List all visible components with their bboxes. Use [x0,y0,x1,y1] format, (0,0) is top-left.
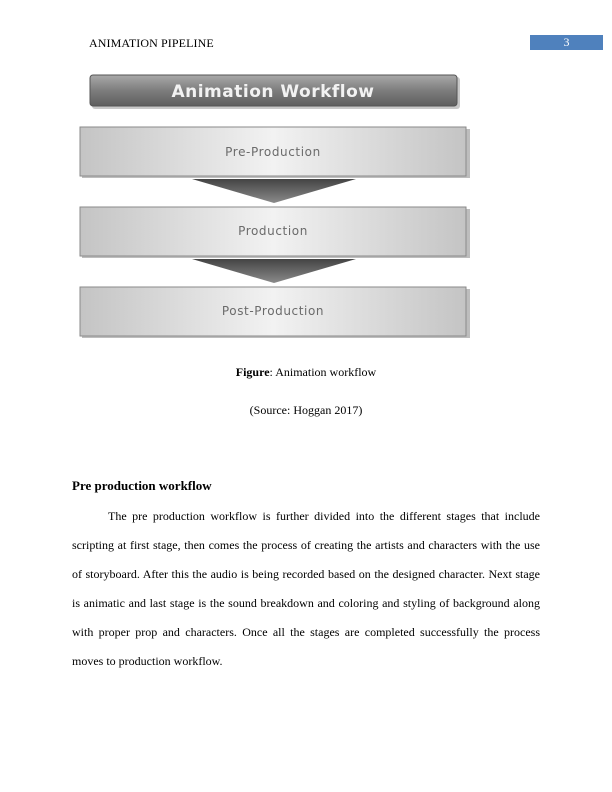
down-arrow-icon [192,259,356,283]
caption-text: : Animation workflow [269,365,377,379]
stage-label-post-production: Post-Production [221,304,325,318]
running-header: ANIMATION PIPELINE [89,36,214,50]
figure-caption [0,365,612,380]
page-number-badge: 3 [530,35,603,50]
caption-label: Figure [235,365,270,379]
stage-label-production: Production [238,224,308,238]
banner-title: Animation Workflow [171,82,375,102]
body-paragraph: The pre production workflow is further divided into the different stages that include scripting at first stage, then comes the process of creating the artists and characters with the use of storyboard. After this the audio is being recorded based on the designed character. Next stage is animatic and last stage is the sound breakdown and coloring and styling of background along with proper prop and characters. Once all the stages are completed successfully the process moves to production workflow. [72,509,540,668]
stage-label-pre-production: Pre-Production [225,145,321,159]
workflow-diagram [76,72,472,344]
figure-source: (Source: Hoggan 2017) [249,403,363,417]
section-heading: Pre production workflow [72,478,212,493]
workflow-figure [76,72,472,344]
down-arrow-icon [192,179,356,203]
